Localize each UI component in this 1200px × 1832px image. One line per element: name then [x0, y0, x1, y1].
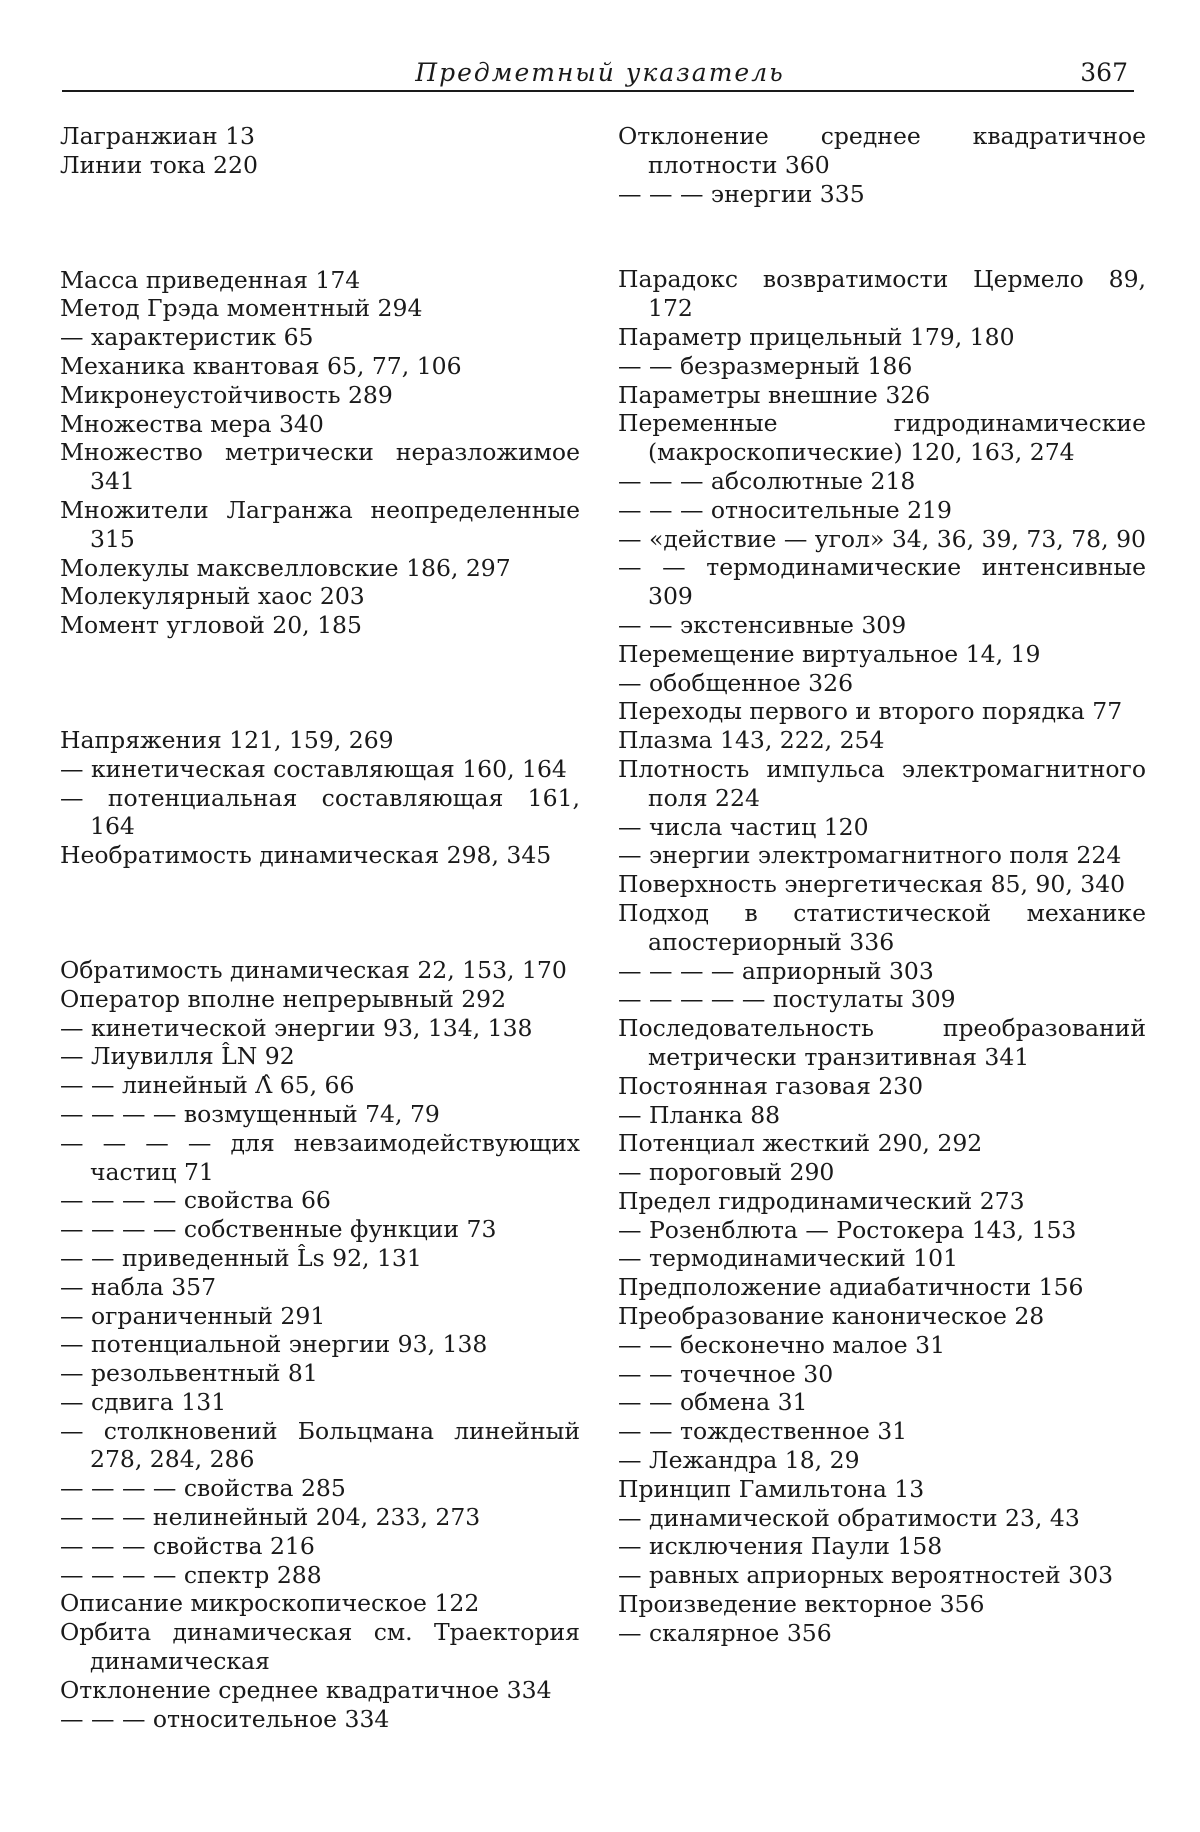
index-entry: — — термодинамические интенсивные 309 — [618, 553, 1146, 611]
index-entry: Поверхность энергетическая 85, 90, 340 — [618, 870, 1126, 899]
index-entry: Множество метрически неразложимое 341 — [60, 438, 580, 496]
index-column-left — [60, 122, 580, 1733]
index-entry: Преобразование каноническое 28 — [618, 1302, 1045, 1331]
index-entry: — Лиувилля L̂N 92 — [60, 1042, 295, 1071]
index-entry: Орбита динамическая см. Траектория динамическая — [60, 1618, 580, 1676]
index-entry: Последовательность преобразований метрически транзитивная 341 — [618, 1014, 1146, 1071]
index-entry: — Розенблюта — Ростокера 143, 153 — [618, 1215, 1077, 1244]
index-entry: Подход в статистической механике апостериорный 336 — [618, 898, 1146, 956]
index-entry: Предположение адиабатичности 156 — [618, 1273, 1084, 1302]
index-entry: — кинетической энергии 93, 134, 138 — [60, 1013, 533, 1042]
index-entry: — пороговый 290 — [618, 1158, 835, 1187]
index-entry: — набла 357 — [60, 1272, 217, 1301]
index-entry: — — — нелинейный 204, 233, 273 — [60, 1503, 481, 1532]
index-entry: Момент угловой 20, 185 — [60, 611, 362, 640]
index-entry: — — — — спектр 288 — [60, 1560, 322, 1589]
index-entry: — — бесконечно малое 31 — [618, 1330, 946, 1359]
index-entry: — Планка 88 — [618, 1100, 781, 1129]
page-number: 367 — [1080, 58, 1128, 87]
index-entry: — «действие — угол» 34, 36, 39, 73, 78, 90 — [618, 524, 1146, 553]
header-rule — [62, 90, 1134, 92]
letter-group-gap — [618, 208, 1146, 265]
running-title: Предметный указатель — [415, 58, 785, 87]
index-entry: — исключения Паули 158 — [618, 1532, 943, 1561]
index-entry: — — линейный Λ̂ 65, 66 — [60, 1071, 355, 1100]
index-entry: — — — — собственные функции 73 — [60, 1215, 497, 1244]
index-entry: Произведение векторное 356 — [618, 1590, 985, 1619]
index-entry: — — экстенсивные 309 — [618, 610, 907, 639]
index-entry: Плазма 143, 222, 254 — [618, 726, 885, 755]
index-entry: — резольвентный 81 — [60, 1359, 318, 1388]
index-entry: — столкновений Больцмана линейный 278, 284, 286 — [60, 1416, 580, 1474]
index-entry: — — — абсолютные 218 — [618, 466, 916, 495]
index-entry: — кинетическая составляющая 160, 164 — [60, 754, 567, 783]
index-entry: — потенциальной энергии 93, 138 — [60, 1330, 488, 1359]
letter-group-gap — [60, 640, 580, 726]
index-entry: — сдвига 131 — [60, 1387, 227, 1416]
index-entry: — — точечное 30 — [618, 1359, 834, 1388]
index-entry: Переходы первого и второго порядка 77 — [618, 697, 1123, 726]
index-entry: — ограниченный 291 — [60, 1301, 326, 1330]
index-entry: — числа частиц 120 — [618, 812, 869, 841]
index-entry: Множители Лагранжа неопределенные 315 — [60, 495, 580, 553]
index-entry: Принцип Гамильтона 13 — [618, 1474, 925, 1503]
index-entry: — — безразмерный 186 — [618, 351, 913, 380]
index-entry: — — — относительное 334 — [60, 1704, 390, 1733]
index-entry: Необратимость динамическая 298, 345 — [60, 841, 552, 870]
index-entry: — — — — возмущенный 74, 79 — [60, 1099, 440, 1128]
index-entry: Параметр прицельный 179, 180 — [618, 322, 1015, 351]
index-entry: Перемещение виртуальное 14, 19 — [618, 639, 1041, 668]
index-entry: — Лежандра 18, 29 — [618, 1446, 860, 1475]
index-entry: — термодинамический 101 — [618, 1244, 959, 1273]
index-entry: Оператор вполне непрерывный 292 — [60, 984, 507, 1013]
index-entry: — — — — свойства 285 — [60, 1474, 346, 1503]
index-column-right — [618, 122, 1146, 1648]
index-entry: — — обмена 31 — [618, 1388, 808, 1417]
index-entry: Потенциал жесткий 290, 292 — [618, 1129, 983, 1158]
index-entry: — — приведенный L̂s 92, 131 — [60, 1243, 422, 1272]
index-entry: Переменные гидродинамические (макроскопические) 120, 163, 274 — [618, 409, 1146, 467]
index-entry: Предел гидродинамический 273 — [618, 1186, 1025, 1215]
index-entry: — характеристик 65 — [60, 323, 314, 352]
index-entry: — — — свойства 216 — [60, 1531, 315, 1560]
index-entry: Постоянная газовая 230 — [618, 1071, 924, 1100]
index-entry: — равных априорных вероятностей 303 — [618, 1561, 1114, 1590]
page-header — [62, 58, 1138, 88]
index-entry: — динамической обратимости 23, 43 — [618, 1503, 1080, 1532]
index-entry: — — — энергии 335 — [618, 179, 865, 208]
index-entry: Микронеустойчивость 289 — [60, 380, 393, 409]
index-entry: Описание микроскопическое 122 — [60, 1589, 480, 1618]
index-entry: Множества мера 340 — [60, 409, 324, 438]
index-entry: — — — относительные 219 — [618, 495, 952, 524]
index-entry: — — — — — постулаты 309 — [618, 985, 956, 1014]
index-entry: Масса приведенная 174 — [60, 265, 361, 294]
index-entry: Метод Грэда моментный 294 — [60, 294, 423, 323]
index-entry: Механика квантовая 65, 77, 106 — [60, 351, 462, 380]
letter-group-gap — [60, 870, 580, 956]
letter-group-gap — [60, 180, 580, 266]
index-entry: Отклонение среднее квадратичное плотности 360 — [618, 122, 1146, 179]
index-entry: — потенциальная составляющая 161, 164 — [60, 783, 580, 841]
index-entry: Напряжения 121, 159, 269 — [60, 725, 394, 754]
index-entry: — скалярное 356 — [618, 1618, 832, 1647]
index-entry: Молекулярный хаос 203 — [60, 582, 365, 611]
index-entry: — — — — для невзаимодействующих частиц 71 — [60, 1128, 580, 1186]
index-entry: Парадокс возвратимости Цермело 89, 172 — [618, 265, 1146, 323]
index-entry: Обратимость динамическая 22, 153, 170 — [60, 955, 567, 984]
index-entry: Лагранжиан 13 — [60, 122, 255, 150]
index-entry: — обобщенное 326 — [618, 668, 854, 697]
index-entry: Линии тока 220 — [60, 150, 258, 179]
index-entry: Отклонение среднее квадратичное 334 — [60, 1675, 552, 1704]
index-entry: Параметры внешние 326 — [618, 380, 931, 409]
index-entry: — — — — априорный 303 — [618, 956, 934, 985]
index-entry: — — — — свойства 66 — [60, 1186, 331, 1215]
index-entry: Плотность импульса электромагнитного поля 224 — [618, 754, 1146, 812]
index-entry: — энергии электромагнитного поля 224 — [618, 841, 1122, 870]
index-entry: — — тождественное 31 — [618, 1417, 908, 1446]
index-entry: Молекулы максвелловские 186, 297 — [60, 553, 511, 582]
